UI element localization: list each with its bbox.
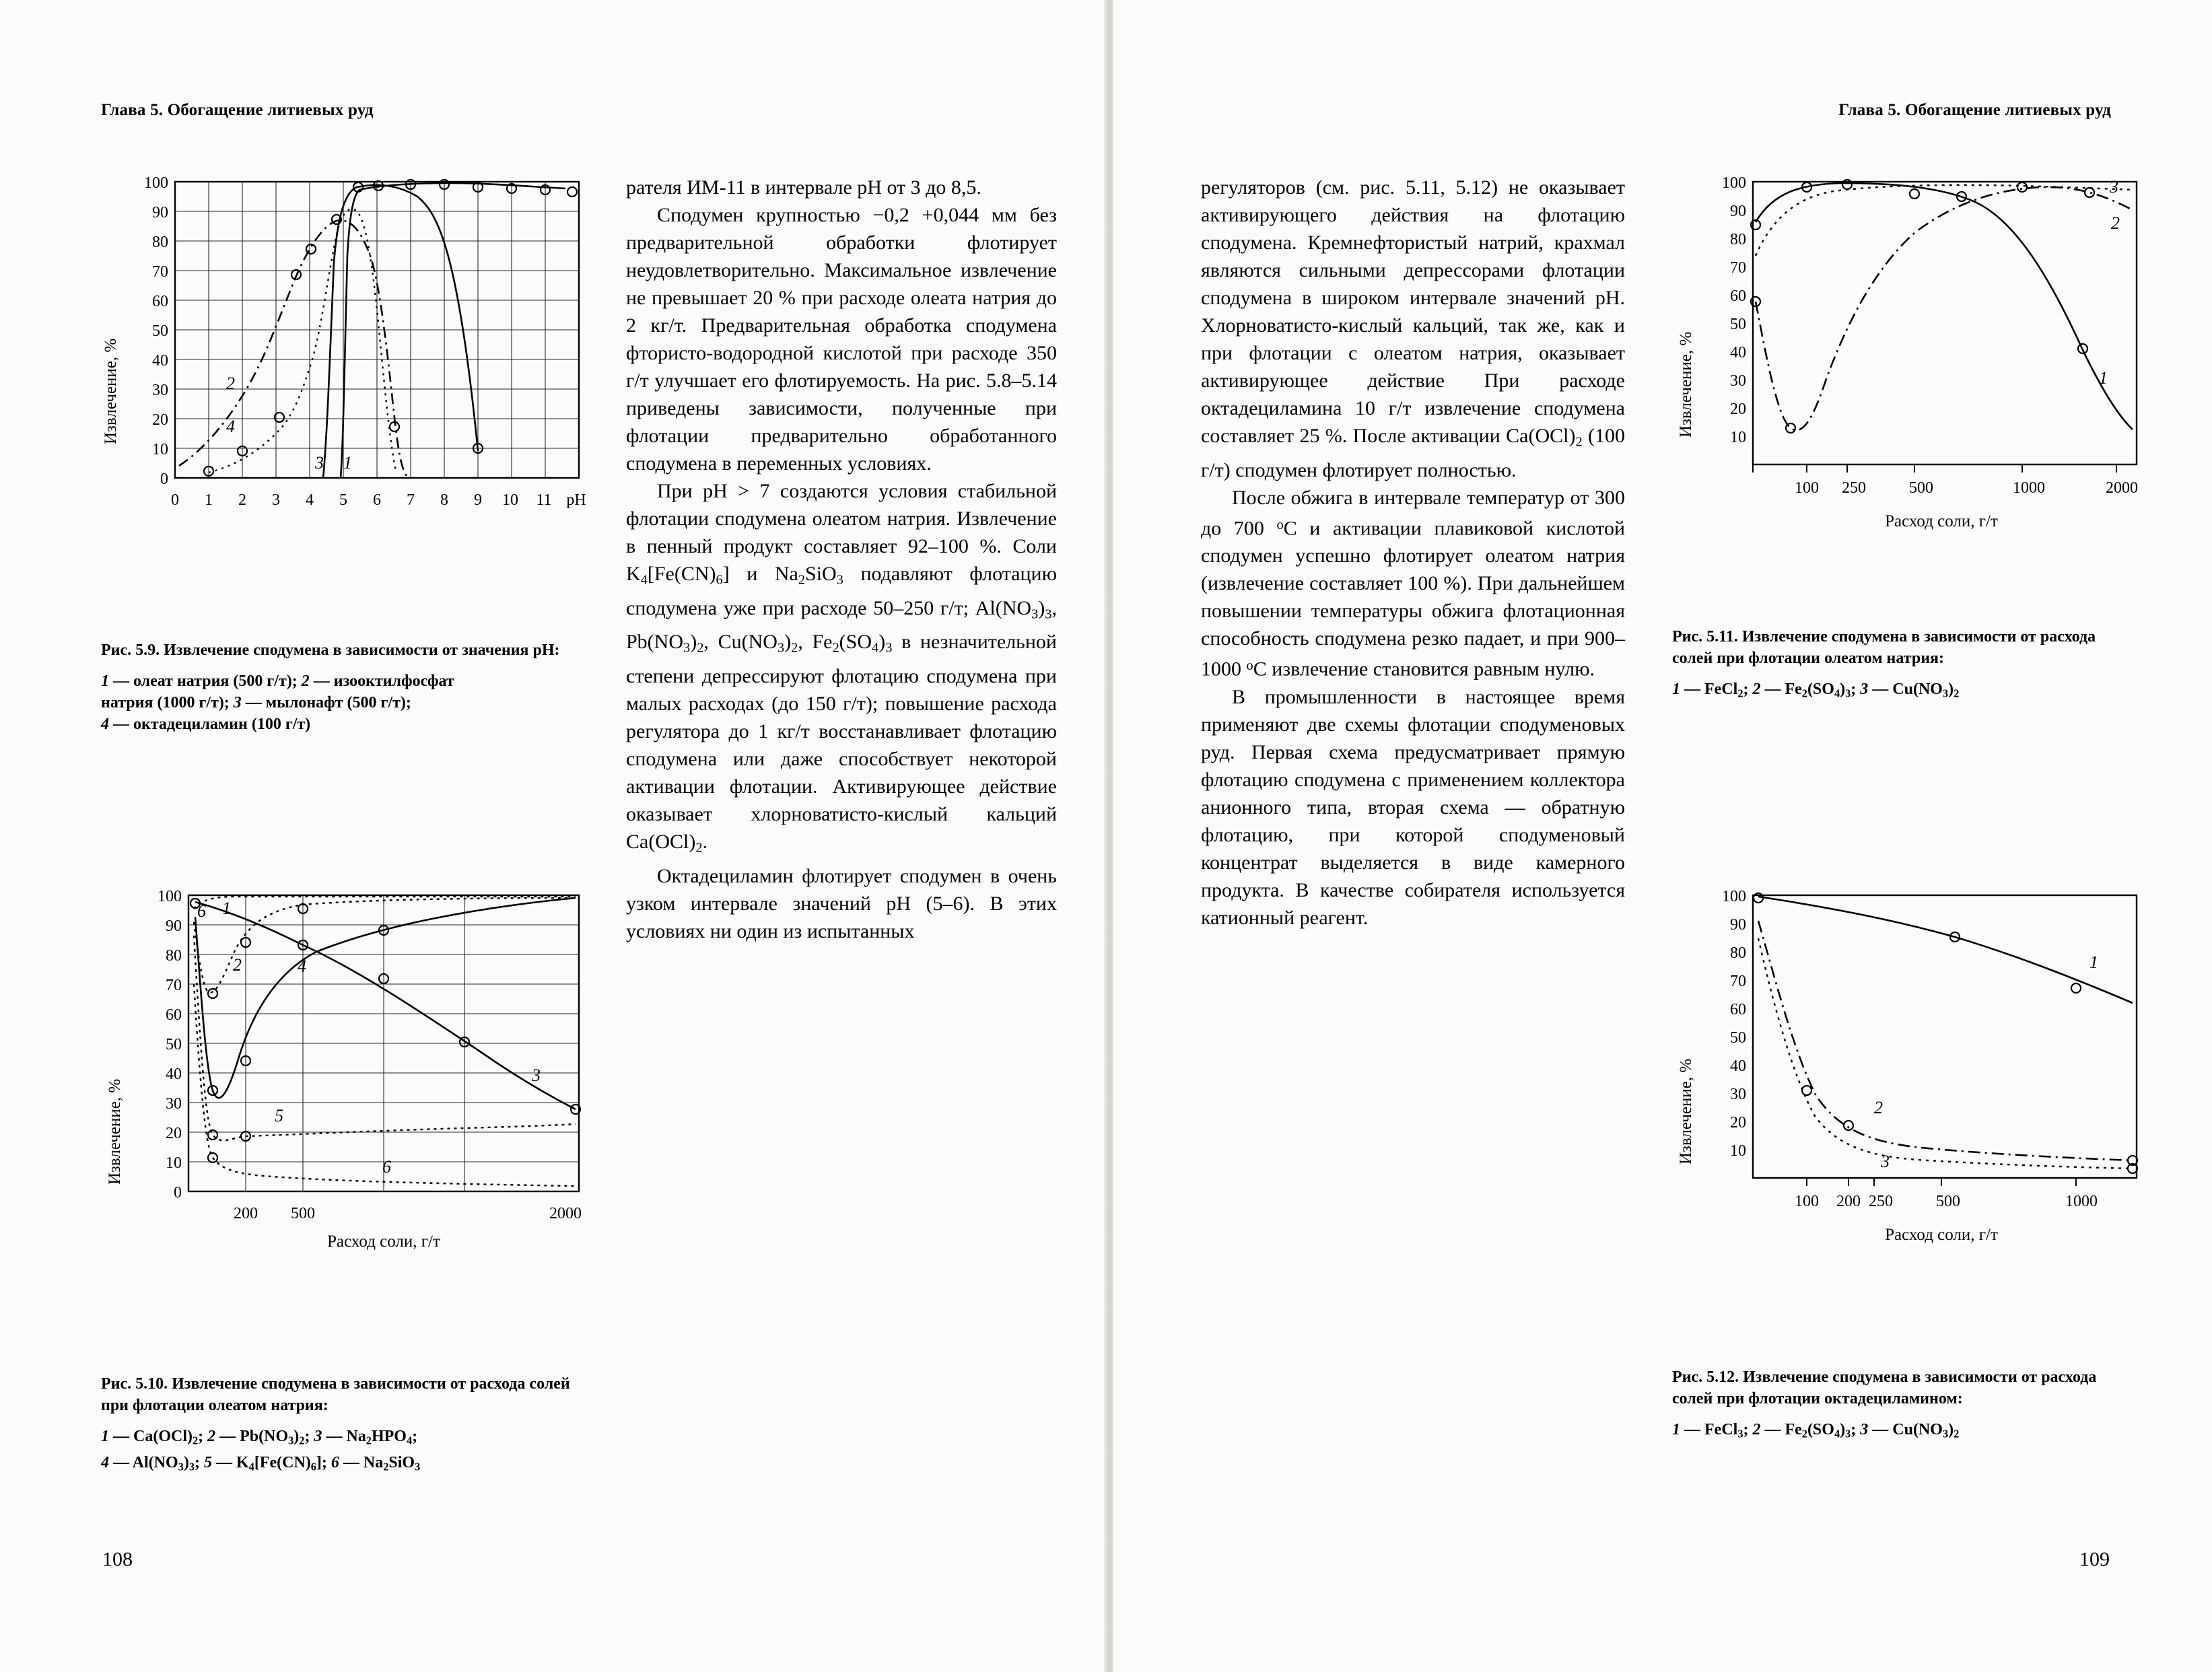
svg-text:2: 2: [1874, 1098, 1883, 1117]
svg-text:4: 4: [306, 491, 314, 509]
svg-text:1: 1: [205, 491, 213, 509]
svg-text:40: 40: [1730, 344, 1746, 361]
paragraph: При pH > 7 создаются условия стабильной флотации сподумена олеатом натрия. Извлечение в пенный продукт составляет 92–100 %. Соли $K_4[Fe(CN)_6]$ и $Na_2SiO_3$ подавляют флотацию сподумена уже при расходе 50–250 г/т; $Al(NO_3)_3$, $Pb(NO_3)_2$, $Cu(NO_3)_2$, $Fe_2(SO_4)_3$ в незначительной степени депрессируют флотацию сподумена при малых расходах (до 150 г/т); повышение расхода регулятора до 1 кг/т восстанавливает флотацию сподумена или даже способствует некоторой активации флотации. Активирующее действие оказывает хлорноватисто-кислый кальций $Ca(OCl)_2$.: [626, 480, 1057, 856]
figure-5-12: [1672, 868, 2170, 1326]
svg-text:5: 5: [339, 491, 347, 509]
svg-text:20: 20: [152, 411, 168, 429]
svg-text:60: 60: [166, 1006, 182, 1024]
figure-5-12-caption: [1672, 1366, 2137, 1445]
svg-text:1000: 1000: [2065, 1193, 2098, 1210]
svg-text:80: 80: [166, 947, 182, 965]
svg-text:9: 9: [474, 491, 482, 509]
paragraph: регуляторов (см. рис. 5.11, 5.12) не оказывает активирующего действия на флотацию сподумена. Кремнефтористый натрий, крахмал являются сильными депрессорами флотации сподумена в широком интервале значений pH. Хлорноватисто-кислый кальций, так же, как и при флотации с олеатом натрия, оказывает активирующее действие При расходе октадециламина 10 г/т извлечение сподумена составляет 25 %. После активации $Ca(OCl)_2$ (100 г/т) сподумен флотирует полностью.: [1201, 176, 1625, 481]
figure-5-10: [101, 868, 613, 1339]
svg-text:1: 1: [2089, 952, 2098, 972]
svg-text:4: 4: [226, 417, 235, 436]
svg-text:0: 0: [174, 1184, 182, 1201]
svg-text:3: 3: [315, 453, 324, 473]
svg-text:250: 250: [1869, 1193, 1893, 1210]
svg-text:Извлечение, %: Извлечение, %: [106, 1078, 124, 1185]
svg-text:2: 2: [238, 491, 246, 509]
svg-text:10: 10: [1730, 429, 1746, 446]
svg-text:100: 100: [1722, 888, 1746, 905]
fig59-legend-0: 1 — олеат натрия (500 г/т); 2 — изооктилфосфат: [101, 672, 454, 690]
svg-text:500: 500: [291, 1205, 315, 1222]
svg-text:500: 500: [1909, 479, 1933, 497]
svg-text:100: 100: [1722, 174, 1746, 192]
svg-text:50: 50: [1730, 316, 1746, 333]
svg-text:500: 500: [1936, 1193, 1960, 1210]
svg-text:200: 200: [234, 1205, 258, 1222]
fig59-legend-2: 4 — октадециламин (100 г/т): [101, 716, 311, 733]
svg-text:0: 0: [171, 491, 179, 509]
svg-text:1: 1: [222, 899, 231, 918]
svg-text:30: 30: [1730, 372, 1746, 390]
svg-text:30: 30: [152, 382, 168, 399]
figure-5-10-caption: [101, 1373, 586, 1477]
figure-5-11: [1672, 155, 2170, 599]
svg-text:70: 70: [1730, 973, 1746, 990]
fig59-caption-main: Рис. 5.9. Извлечение сподумена в зависимости от значения pH:: [101, 641, 560, 659]
fig510-legend-1: 4 — $Al(NO_3)_3$; 5 — $K_4[Fe(CN)_6]$; 6 — $Na_2SiO_3$: [101, 1453, 421, 1473]
svg-text:30: 30: [166, 1095, 182, 1113]
svg-text:100: 100: [1795, 479, 1819, 497]
svg-text:90: 90: [166, 917, 182, 935]
svg-text:6: 6: [382, 1157, 391, 1177]
svg-text:70: 70: [166, 977, 182, 994]
svg-text:10: 10: [1730, 1142, 1746, 1160]
running-head-right: Глава 5. Обогащение литиевых руд: [1838, 101, 2111, 119]
svg-text:90: 90: [1730, 203, 1746, 220]
book-gutter: [1104, 0, 1113, 1672]
fig511-legend-0: 1 — FeCl$_2$; 2 — $Fe_2(SO_4)_3$; 3 — $Cu(NO_3)_2$: [1672, 681, 1960, 700]
svg-text:1: 1: [2099, 368, 2108, 388]
svg-text:Извлечение, %: Извлечение, %: [102, 338, 120, 444]
svg-text:250: 250: [1842, 479, 1866, 497]
fig510-legend-0: 1 — $Ca(OCl)_2$; 2 — $Pb(NO_3)_2$; 3 — $Na_2HPO_4$;: [101, 1428, 418, 1447]
svg-text:3: 3: [2110, 177, 2118, 197]
fig59-legend-1: натрия (1000 г/т); 3 — мылонафт (500 г/т);: [101, 694, 411, 711]
svg-text:4: 4: [298, 956, 306, 976]
fig512-legend-0: 1 — FeCl$_3$; 2 — $Fe_2(SO_4)_3$; 3 — $Cu(NO_3)_2$: [1672, 1421, 1960, 1440]
figure-5-11-caption: [1672, 626, 2137, 705]
fig510-caption-main: Рис. 5.10. Извлечение сподумена в зависимости от расхода солей при флотации олеатом натрия:: [101, 1375, 570, 1414]
svg-text:50: 50: [152, 322, 168, 340]
svg-text:Расход соли, г/т: Расход соли, г/т: [1885, 1226, 1998, 1244]
svg-text:70: 70: [152, 263, 168, 281]
paragraph: рателя ИМ-11 в интервале pH от 3 до 8,5.: [626, 176, 981, 199]
svg-text:6: 6: [197, 901, 206, 921]
left-text-column: [626, 174, 1057, 945]
svg-text:200: 200: [1836, 1193, 1861, 1210]
svg-text:100: 100: [158, 888, 182, 905]
svg-text:2: 2: [226, 374, 235, 393]
svg-text:60: 60: [1730, 287, 1746, 305]
svg-text:30: 30: [1730, 1086, 1746, 1103]
right-text-column: [1201, 174, 1625, 932]
svg-text:80: 80: [1730, 944, 1746, 962]
fig512-caption-main: Рис. 5.12. Извлечение сподумена в зависимости от расхода солей при флотации октадециламином:: [1672, 1368, 2097, 1407]
svg-text:50: 50: [1730, 1029, 1746, 1047]
svg-text:20: 20: [1730, 400, 1746, 418]
svg-text:60: 60: [152, 293, 168, 310]
running-head-left: Глава 5. Обогащение литиевых руд: [101, 101, 374, 119]
folio-right: 109: [2079, 1548, 2110, 1570]
svg-text:50: 50: [166, 1036, 182, 1053]
right-page: [1113, 0, 2212, 1672]
svg-text:90: 90: [1730, 916, 1746, 934]
svg-text:Расход соли, г/т: Расход соли, г/т: [1885, 512, 1998, 530]
paragraph: Сподумен крупностью −0,2 +0,044 мм без предварительной обработки флотирует неудовлетворительно. Максимальное извлечение не превышает 20 % при расходе олеата натрия до 2 кг/т. Предварительная обработка сподумена фтористо-водородной кислотой при расходе 350 г/т улучшает его флотируемость. На рис. 5.8–5.14 приведены зависимости, полученные при флотации предварительно обработанного сподумена в переменных условиях.: [626, 204, 1057, 475]
svg-text:8: 8: [440, 491, 448, 509]
fig511-caption-main: Рис. 5.11. Извлечение сподумена в зависимости от расхода солей при флотации олеатом натрия:: [1672, 628, 2096, 667]
figure-5-9: [101, 155, 613, 626]
figure-5-9-caption: [101, 639, 572, 735]
svg-text:60: 60: [1730, 1001, 1746, 1018]
svg-text:1: 1: [343, 453, 352, 473]
svg-text:80: 80: [152, 234, 168, 251]
svg-text:2000: 2000: [2106, 479, 2138, 497]
svg-text:11: 11: [536, 491, 552, 509]
paragraph: Октадециламин флотирует сподумен в очень узком интервале значений pH (5–6). В этих условиях ни один из испытанных: [626, 864, 1057, 942]
left-page: [0, 0, 1104, 1672]
paragraph: В промышленности в настоящее время применяют две схемы флотации сподуменовых руд. Первая схема предусматривает прямую флотацию сподумена с применением коллектора анионного типа, вторая схема — обратную флотацию, при которой сподуменовый концентрат выделяется в виде камерного продукта. В качестве собирателя используется катионный реагент.: [1201, 685, 1625, 929]
svg-text:10: 10: [152, 441, 168, 458]
svg-text:40: 40: [166, 1066, 182, 1083]
svg-text:80: 80: [1730, 231, 1746, 248]
svg-text:pH: pH: [566, 491, 586, 509]
svg-text:100: 100: [1795, 1193, 1819, 1210]
svg-text:40: 40: [1730, 1057, 1746, 1075]
svg-text:10: 10: [166, 1154, 182, 1172]
svg-text:1000: 1000: [2013, 479, 2045, 497]
folio-left: 108: [102, 1548, 133, 1570]
svg-text:70: 70: [1730, 259, 1746, 277]
svg-text:Извлечение, %: Извлечение, %: [1677, 331, 1695, 438]
svg-text:7: 7: [407, 491, 415, 509]
svg-text:2: 2: [2111, 213, 2120, 233]
svg-text:20: 20: [166, 1125, 182, 1142]
svg-text:Извлечение, %: Извлечение, %: [1677, 1058, 1695, 1164]
svg-text:3: 3: [1881, 1152, 1890, 1171]
paragraph: После обжига в интервале температур от 300 до 700 $^о$С и активации плавиковой кислотой сподумен успешно флотирует олеатом натрия (извлечение составляет 100 %). При дальнейшем повышении температуры обжига флотационная способность сподумена резко падает, и при 900–1000 $^о$С извлечение становится равным нулю.: [1201, 486, 1626, 681]
svg-text:5: 5: [275, 1106, 283, 1125]
svg-text:100: 100: [144, 174, 168, 192]
svg-text:0: 0: [160, 471, 168, 488]
svg-text:90: 90: [152, 204, 168, 221]
svg-text:3: 3: [272, 491, 280, 509]
svg-text:6: 6: [373, 491, 381, 509]
svg-text:10: 10: [502, 491, 518, 509]
svg-text:40: 40: [152, 352, 168, 370]
svg-text:20: 20: [1730, 1114, 1746, 1131]
svg-text:2: 2: [233, 955, 242, 975]
svg-text:Расход соли, г/т: Расход соли, г/т: [327, 1232, 440, 1251]
svg-text:3: 3: [532, 1066, 541, 1085]
svg-text:2000: 2000: [549, 1205, 582, 1222]
